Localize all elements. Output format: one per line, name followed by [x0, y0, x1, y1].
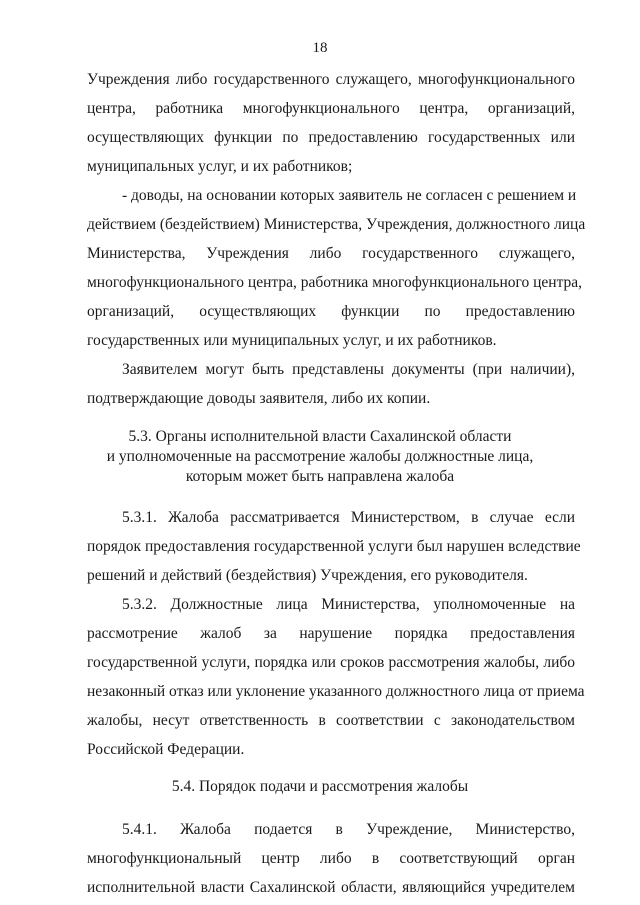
paragraph-line: Российской Федерации. [87, 741, 245, 758]
paragraph-line: рассмотрение жалоб за нарушение порядка предоставления [87, 625, 575, 642]
paragraph-line: 5.3.1. Жалоба рассматривается Министерством, в случае если [122, 509, 575, 526]
paragraph-line: многофункциональный центр либо в соответствующий орган [87, 850, 575, 867]
paragraph-line: государственных или муниципальных услуг, и их работников. [87, 332, 497, 349]
paragraph-line: муниципальных услуг, и их работников; [87, 158, 353, 175]
paragraph-line: - доводы, на основании которых заявитель не согласен с решением и [122, 187, 577, 204]
paragraph-line: порядок предоставления государственной услуги был нарушен вследствие [87, 538, 581, 555]
paragraph-line: 5.3.2. Должностные лица Министерства, уполномоченные на [122, 596, 575, 613]
paragraph-line: Учреждения либо государственного служащего, многофункционального [87, 71, 575, 88]
paragraph-line: организаций, осуществляющих функции по предоставлению [87, 303, 575, 320]
paragraph-line: многофункционального центра, работника многофункционального центра, [87, 274, 583, 291]
paragraph-line: действием (бездействием) Министерства, Учреждения, должностного лица [87, 216, 586, 233]
paragraph-line: незаконный отказ или уклонение указанного должностного лица от приема [87, 683, 585, 700]
section-heading: которым может быть направлена жалоба [185, 468, 455, 485]
paragraph-line: подтверждающие доводы заявителя, либо их копии. [87, 390, 431, 407]
paragraph-line: исполнительной власти Сахалинской области, являющийся учредителем [87, 879, 575, 896]
paragraph-line: осуществляющих функции по предоставлению государственных или [87, 129, 575, 146]
section-heading: 5.3. Органы исполнительной власти Сахалинской области [128, 428, 512, 445]
paragraph-line: 5.4.1. Жалоба подается в Учреждение, Министерство, [122, 821, 575, 838]
paragraph-line: государственной услуги, порядка или сроков рассмотрения жалобы, либо [87, 654, 575, 671]
paragraph-line: Министерства, Учреждения либо государственного служащего, [87, 245, 575, 262]
section-heading: и уполномоченные на рассмотрение жалобы должностные лица, [106, 448, 534, 465]
paragraph-line: жалобы, несут ответственность в соответствии с законодательством [87, 712, 575, 729]
paragraph-line: Заявителем могут быть представлены документы (при наличии), [122, 361, 575, 378]
section-heading: 5.4. Порядок подачи и рассмотрения жалобы [171, 778, 469, 795]
page-number: 18 [312, 40, 328, 56]
paragraph-line: решений и действий (бездействия) Учреждения, его руководителя. [87, 567, 528, 584]
paragraph-line: центра, работника многофункционального центра, организаций, [87, 100, 575, 117]
